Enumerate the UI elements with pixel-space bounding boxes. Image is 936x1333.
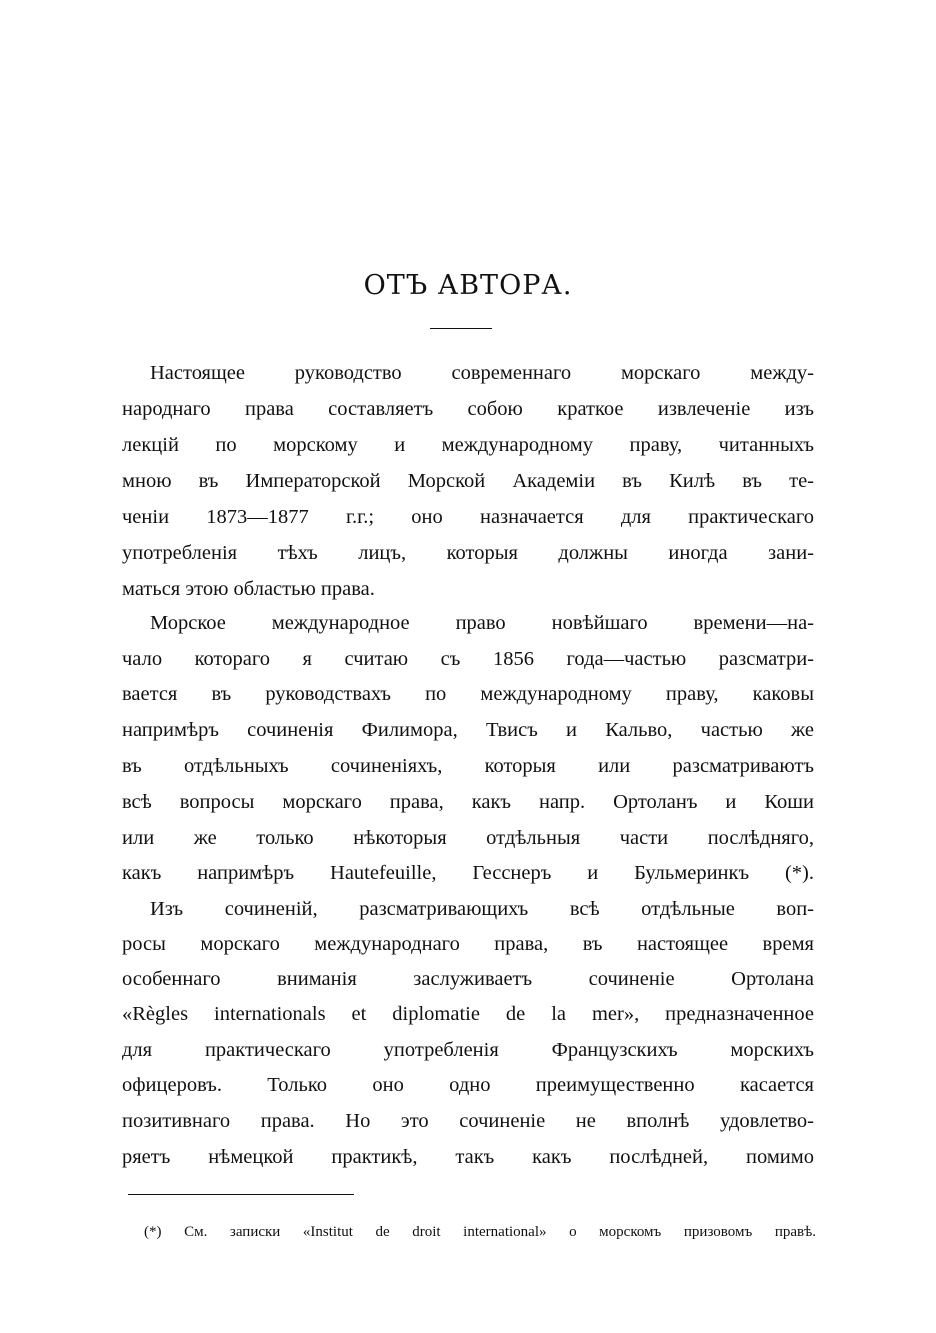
text-line: или же только нѣкоторыя отдѣльныя части послѣдняго, (122, 827, 814, 849)
page-title: ОТЪ АВТОРА. (363, 270, 573, 301)
text-line: офицеровъ. Только оно одно преимущественно касается (122, 1074, 814, 1096)
text-line: ченіи 1873—1877 г.г.; оно назначается для практическаго (122, 506, 814, 528)
text-line: въ отдѣльныхъ сочиненіяхъ, которыя или разсматриваютъ (122, 755, 814, 777)
text-line: Изъ сочиненій, разсматривающихъ всѣ отдѣльные воп- (150, 898, 814, 920)
text-line: позитивнаго права. Но это сочиненіе не вполнѣ удовлетво- (122, 1110, 814, 1132)
text-line: всѣ вопросы морскаго права, какъ напр. Ортоланъ и Коши (122, 791, 814, 813)
text-line: «Règles internationals et diplomatie de la mer», предназначенное (122, 1003, 814, 1025)
text-line: вается въ руководствахъ по международному праву, каковы (122, 683, 814, 705)
text-line: употребленія тѣхъ лицъ, которыя должны иногда зани- (122, 542, 814, 564)
text-line: напримѣръ сочиненія Филимора, Твисъ и Кальво, частью же (122, 719, 814, 741)
text-line: мною въ Императорской Морской Академіи въ Килѣ въ те- (122, 470, 814, 492)
footnote: (*) См. записки «Institut de droit international» о морскомъ призовомъ правѣ. (144, 1224, 816, 1240)
text-line: Морское международное право новѣйшаго времени—на- (150, 612, 814, 634)
text-line: особеннаго вниманія заслуживаетъ сочиненіе Ортолана (122, 968, 814, 990)
text-line: какъ напримѣръ Hautefeuille, Гесснеръ и Бульмеринкъ (*). (122, 862, 814, 884)
text-line: народнаго права составляетъ собою краткое извлеченіе изъ (122, 398, 814, 420)
text-line: для практическаго употребленія Французскихъ морскихъ (122, 1039, 814, 1061)
text-line: росы морскаго международнаго права, въ настоящее время (122, 933, 814, 955)
title-divider (430, 328, 492, 329)
text-line: лекцій по морскому и международному праву, читанныхъ (122, 434, 814, 456)
text-line: Настоящее руководство современнаго морскаго между- (150, 362, 814, 384)
text-line: ряетъ нѣмецкой практикѣ, такъ какъ послѣдней, помимо (122, 1146, 814, 1168)
text-line: чало котораго я считаю съ 1856 года—частью разсматри- (122, 648, 814, 670)
text-line: маться этою областью права. (122, 578, 375, 600)
footnote-divider (128, 1194, 354, 1195)
